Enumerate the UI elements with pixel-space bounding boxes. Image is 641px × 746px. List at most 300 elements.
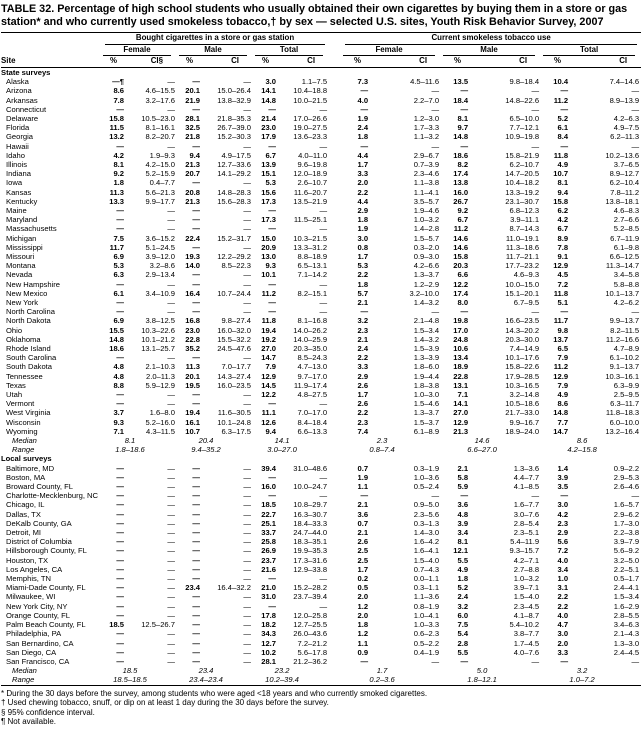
percent-cell: 1.0 — [557, 574, 569, 584]
site-cell: Arkansas — [6, 95, 38, 105]
ci-cell: 17.9–28.5 — [505, 371, 540, 381]
ci-cell: 11.8–18.3 — [605, 408, 640, 418]
percent-cell: 12.2 — [453, 279, 469, 289]
column-gap — [329, 280, 341, 289]
ci-cell: 1.3–3.9 — [413, 353, 440, 363]
percent-cell: 4.4 — [357, 150, 369, 160]
ci-cell: 1.5–3.9 — [413, 344, 440, 353]
table-row — [1, 86, 641, 95]
percent-cell: 1.8 — [357, 132, 369, 142]
ci-cell: 15.2–30.3 — [217, 132, 251, 142]
percent-cell: 9.8 — [557, 325, 569, 335]
ci-cell: — — [531, 491, 540, 501]
percent-cell: 10.7 — [185, 426, 200, 436]
ci-cell: 10.3–16.5 — [505, 380, 540, 390]
percent-cell: 7.5 — [113, 233, 124, 243]
column-gap — [329, 436, 341, 445]
ci-cell: 8.9–12.7 — [609, 169, 640, 179]
ci-cell: 2.6–4.6 — [613, 482, 640, 492]
ci-cell: 7.4–14.6 — [609, 77, 640, 87]
percent-cell: 2.1 — [357, 500, 369, 510]
site-cell: Iowa — [6, 178, 23, 188]
percent-cell: 9.2 — [113, 169, 124, 179]
percent-cell: — — [116, 491, 124, 501]
site-cell: San Bernardino, CA — [6, 638, 74, 648]
ci-cell: 14.8–22.6 — [505, 95, 540, 105]
ci-cell: 1.4–3.0 — [413, 528, 440, 538]
table-row — [1, 620, 641, 629]
ci-cell: — — [243, 482, 251, 492]
ci-cell: 2.0–11.3 — [146, 371, 175, 381]
percent-cell: — — [192, 482, 200, 492]
percent-cell: 7.4 — [357, 426, 369, 436]
column-gap — [329, 169, 341, 178]
ci-cell: 8.2–15.1 — [297, 288, 328, 298]
subgroup-total — [541, 45, 641, 57]
ci-cell: 4.0–7.6 — [513, 647, 540, 657]
percent-cell: 4.8 — [113, 362, 124, 372]
table-row — [1, 464, 641, 473]
percent-cell: 1.1 — [357, 482, 369, 492]
site-cell: Hillsborough County, FL — [6, 546, 87, 556]
percent-cell: 5.1 — [557, 297, 569, 307]
ci-cell: — — [167, 610, 175, 620]
ci-cell: 6.7–9.5 — [513, 297, 540, 307]
subgroup-label: Female — [103, 45, 171, 57]
ci-cell: — — [243, 574, 251, 584]
percent-cell: — — [560, 104, 569, 114]
ci-cell: 4.7–13.0 — [297, 362, 328, 372]
column-gap — [329, 666, 341, 675]
ci-cell: — — [243, 472, 251, 482]
site-cell: Kansas — [6, 187, 32, 197]
ci-cell: 11.6–30.5 — [217, 408, 251, 418]
ci-cell: 1.6–4.2 — [413, 537, 440, 547]
table-row — [1, 270, 641, 279]
column-gap — [329, 151, 341, 160]
percent-cell: 3.0 — [557, 500, 569, 510]
ci-cell: 8.7–14.3 — [509, 224, 540, 234]
ci-cell: — — [319, 307, 328, 317]
ci-cell: 4.2–7.1 — [513, 555, 540, 565]
ci-cell: 1.0–3.0 — [413, 390, 440, 400]
ci-cell: 9.8–27.4 — [221, 316, 251, 326]
ci-cell: — — [243, 629, 251, 639]
percent-cell: 7.8 — [113, 95, 124, 105]
percent-cell: 25.8 — [261, 537, 276, 547]
percent-cell: — — [192, 592, 200, 602]
ci-cell: 1.6–4.1 — [413, 546, 440, 556]
ci-cell: — — [243, 546, 251, 556]
column-gap — [329, 546, 341, 555]
percent-cell: — — [192, 178, 200, 188]
percent-cell: 6.6 — [457, 270, 469, 280]
ci-cell: 4.7–8.9 — [613, 344, 640, 353]
percent-cell: 2.1 — [357, 297, 369, 307]
column-gap — [329, 491, 341, 500]
percent-cell: 4.0 — [557, 555, 569, 565]
table-row — [1, 335, 641, 344]
ci-cell: 10.9–19.8 — [505, 132, 540, 142]
percent-cell: 0.7 — [357, 463, 369, 473]
percent-cell: 4.9 — [557, 390, 569, 400]
site-cell: Baltimore, MD — [6, 463, 55, 473]
ci-cell: 2.3–4.6 — [413, 169, 440, 179]
column-gap — [329, 592, 341, 601]
column-gap — [329, 528, 341, 537]
ci-cell: 15.8–21.9 — [505, 150, 540, 160]
ci-cell: 13.6–23.3 — [293, 132, 328, 142]
ci-cell: — — [167, 141, 175, 151]
ci-cell: 1.0–3.6 — [413, 472, 440, 482]
percent-cell: 1.1 — [357, 638, 369, 648]
ci-cell: 5.9–12.9 — [145, 380, 175, 390]
site-cell: Orange County, FL — [6, 610, 71, 620]
stat-value-cell: 20.4 — [198, 436, 214, 446]
ci-cell: 1.6–5.7 — [613, 500, 640, 510]
percent-cell: 13.9 — [261, 159, 276, 169]
percent-cell: 14.5 — [261, 380, 276, 390]
section-header-row — [1, 454, 641, 463]
ci-cell: 10.3–21.5 — [293, 233, 328, 243]
stat-label-cell: Range — [12, 675, 35, 685]
ci-cell: 21.2–36.2 — [293, 656, 328, 666]
percent-cell: 3.7 — [113, 408, 124, 418]
percent-cell: 14.8 — [109, 334, 124, 344]
ci-cell: 4.4–7.7 — [513, 472, 540, 482]
table-row — [1, 528, 641, 537]
ci-cell: 2.9–5.3 — [613, 472, 640, 482]
site-cell: Boston, MA — [6, 472, 46, 482]
column-gap — [329, 234, 341, 243]
percent-cell: 6.2 — [557, 205, 569, 215]
percent-cell: 4.4 — [357, 196, 369, 206]
column-gap — [329, 620, 341, 629]
ci-cell: 0.3–1.3 — [413, 518, 440, 528]
percent-cell: 16.0 — [261, 482, 276, 492]
ci-cell: — — [167, 224, 175, 234]
ci-cell: — — [243, 297, 251, 307]
percent-cell: — — [192, 638, 200, 648]
ci-cell: 9.6–19.8 — [297, 159, 328, 169]
ci-cell: 6.2–10.4 — [609, 178, 640, 188]
site-cell: Georgia — [6, 132, 34, 142]
percent-cell: 2.2 — [357, 408, 369, 418]
site-cell: South Dakota — [6, 362, 53, 372]
ci-cell: 14.1–29.2 — [217, 169, 251, 179]
column-gap — [329, 307, 341, 316]
percent-cell: 2.6 — [357, 399, 369, 409]
ci-cell: 7.1–14.2 — [297, 270, 328, 280]
percent-cell: — — [192, 224, 200, 234]
ci-cell: 6.2–11.3 — [610, 132, 640, 142]
percent-cell: 17.4 — [453, 169, 469, 179]
table-row — [1, 289, 641, 298]
percent-cell: 6.7 — [265, 150, 276, 160]
percent-cell: 11.2 — [553, 362, 569, 372]
ci-cell: 12.9–33.8 — [293, 564, 328, 574]
column-gap — [329, 537, 341, 546]
ci-cell: 13.3–19.2 — [505, 187, 540, 197]
column-gap — [329, 142, 341, 151]
ci-cell: — — [167, 463, 175, 473]
ci-cell: — — [167, 205, 175, 215]
ci-cell: 3.2–17.6 — [145, 95, 175, 105]
ci-cell: 18.3–35.1 — [293, 537, 328, 547]
ci-cell: — — [167, 601, 175, 611]
percent-column-header: % — [101, 56, 127, 67]
percent-cell: 16.4 — [185, 288, 200, 298]
percent-cell: — — [116, 555, 124, 565]
percent-cell: — — [268, 491, 276, 501]
column-gap — [329, 197, 341, 206]
ci-cell: 2.6–10.7 — [297, 178, 328, 188]
percent-cell: 17.0 — [453, 325, 469, 335]
ci-cell: — — [319, 574, 328, 584]
stat-value-cell: 14.6 — [474, 436, 490, 446]
group-header-label: Bought cigarettes in a store or gas station — [105, 33, 325, 45]
table-row — [1, 482, 641, 491]
ci-cell: 3.4–6.3 — [613, 620, 640, 630]
percent-cell: 2.2 — [557, 601, 569, 611]
percent-column-header: % — [177, 56, 203, 67]
percent-cell: — — [560, 86, 569, 96]
ci-cell: 3.9–11.1 — [510, 215, 540, 225]
ci-cell: — — [167, 564, 175, 574]
percent-cell: 15.8 — [553, 196, 569, 206]
percent-cell: 16.8 — [185, 316, 200, 326]
percent-cell: 22.8 — [453, 371, 469, 381]
percent-cell: 23.4 — [185, 583, 200, 593]
ci-cell: 2.7–8.8 — [513, 564, 540, 574]
subgroup-total — [253, 45, 329, 57]
percent-cell: 15.8 — [109, 113, 124, 123]
column-gap — [329, 316, 341, 325]
percent-cell: 2.6 — [357, 380, 369, 390]
percent-cell: — — [116, 656, 124, 666]
site-header-spacer — [1, 45, 101, 57]
percent-cell: — — [192, 353, 200, 363]
ci-cell: — — [319, 491, 328, 501]
ci-cell: 19.0–27.5 — [293, 123, 328, 133]
table-row — [1, 592, 641, 601]
ci-cell: — — [243, 610, 251, 620]
site-cell: Texas — [6, 380, 26, 390]
percent-cell: — — [116, 564, 124, 574]
table-row — [1, 280, 641, 289]
ci-cell: — — [243, 399, 251, 409]
site-cell: Dallas, TX — [6, 509, 41, 519]
percent-cell: 12.1 — [453, 546, 469, 556]
ci-cell: 2.1–4.8 — [413, 316, 440, 326]
site-cell: Delaware — [6, 113, 39, 123]
table-row — [1, 123, 641, 132]
ci-cell: — — [167, 215, 175, 225]
percent-cell: 4.0 — [557, 610, 569, 620]
site-cell: Montana — [6, 261, 36, 271]
ci-cell: 5.2–15.9 — [145, 169, 175, 179]
percent-cell: 4.0 — [357, 95, 369, 105]
percent-cell: 11.1 — [261, 408, 276, 418]
percent-cell: — — [360, 141, 369, 151]
site-cell: Hawaii — [6, 141, 29, 151]
table-row — [1, 399, 641, 408]
ci-cell: 3.4–10.9 — [145, 288, 175, 298]
percent-cell: 19.4 — [185, 408, 200, 418]
percent-cell: 16.1 — [185, 417, 200, 427]
percent-cell: 10.7 — [553, 169, 569, 179]
percent-cell: 18.9 — [453, 362, 469, 372]
column-gap — [329, 243, 341, 252]
ci-cell: — — [631, 307, 640, 317]
column-gap — [329, 362, 341, 371]
percent-cell: 18.6 — [453, 150, 469, 160]
column-gap — [329, 418, 341, 427]
ci-cell: 12.5–26.7 — [141, 620, 175, 630]
table-row — [1, 353, 641, 362]
percent-cell: 2.2 — [357, 187, 369, 197]
percent-cell: 5.6 — [557, 537, 569, 547]
percent-cell: 11.7 — [109, 242, 124, 252]
ci-cell: 10.3–22.6 — [141, 325, 175, 335]
ci-cell: 20.3–30.0 — [505, 334, 540, 344]
percent-cell: — — [116, 224, 124, 234]
ci-cell: — — [167, 491, 175, 501]
ci-cell: 21.7–33.0 — [505, 408, 540, 418]
ci-cell: 2.1–4.3 — [613, 629, 640, 639]
table-title: TABLE 32. Percentage of high school students who usually obtained their own cigarettes by buying them in a store or gas station* and who currently used smokeless tobacco,† by sex — selected U.S. sites, Youth Risk Behavior Survey, 2007 — [1, 3, 628, 29]
site-cell: Oklahoma — [6, 334, 41, 344]
site-cell: Philadelphia, PA — [6, 629, 62, 639]
stat-value-cell: 5.0 — [476, 666, 488, 676]
table-row — [1, 519, 641, 528]
ci-cell: 1.0–3.2 — [413, 215, 440, 225]
percent-cell: 23.0 — [261, 123, 276, 133]
site-cell: Los Angeles, CA — [6, 564, 63, 574]
section-label: State surveys — [1, 67, 51, 77]
ci-column-header: CI — [471, 56, 541, 67]
percent-cell: 13.7 — [553, 334, 569, 344]
percent-cell: 5.3 — [357, 261, 369, 271]
percent-cell: 18.2 — [261, 620, 276, 630]
table-row — [1, 215, 641, 224]
percent-cell: 23.0 — [185, 325, 200, 335]
ci-cell: — — [167, 546, 175, 556]
percent-cell: 13.1 — [453, 380, 469, 390]
percent-cell: — — [560, 141, 569, 151]
ci-cell: 3.2–10.0 — [409, 288, 440, 298]
ci-cell: — — [431, 656, 440, 666]
ci-cell: 0.9–2.2 — [613, 463, 640, 473]
footnote: ¶ Not available. — [1, 717, 56, 727]
column-gap — [329, 86, 341, 95]
percent-cell: 2.4 — [457, 592, 469, 602]
ci-cell: 0.6–2.3 — [413, 629, 440, 639]
percent-cell: 13.3 — [109, 196, 124, 206]
subgroup-male — [441, 45, 541, 57]
percent-cell: — — [192, 205, 200, 215]
ci-cell: 6.1–10.2 — [609, 353, 640, 363]
percent-cell: 3.3 — [557, 647, 569, 657]
stat-label-cell: Median — [12, 666, 37, 676]
ci-cell: 5.4–10.2 — [509, 620, 540, 630]
ci-cell: 1.0–3.2 — [513, 574, 540, 584]
statistics-table — [1, 32, 641, 685]
ci-cell: 11.0–19.1 — [505, 233, 540, 243]
percent-cell: 19.8 — [453, 316, 469, 326]
ci-cell: — — [631, 141, 640, 151]
percent-cell: — — [192, 610, 200, 620]
percent-cell: —¶ — [112, 77, 124, 87]
site-cell: Maryland — [6, 215, 38, 225]
ci-cell: 16.4–32.2 — [217, 583, 251, 593]
percent-cell: 3.0 — [265, 77, 276, 87]
percent-cell: 4.2 — [557, 509, 569, 519]
table-row — [1, 546, 641, 555]
ci-cell: 1.9–4.6 — [413, 205, 440, 215]
ci-cell: 16.3–30.7 — [293, 509, 328, 519]
ci-cell: — — [167, 77, 175, 87]
ci-cell: — — [167, 629, 175, 639]
percent-cell: 1.9 — [357, 472, 369, 482]
percent-cell: 14.1 — [453, 399, 469, 409]
ci-cell: 15.0–26.4 — [217, 86, 251, 96]
percent-cell: — — [460, 104, 469, 114]
site-cell: Arizona — [6, 86, 32, 96]
percent-cell: — — [116, 205, 124, 215]
ci-cell: 1.3–3.7 — [413, 270, 440, 280]
site-cell: Vermont — [6, 399, 35, 409]
percent-cell: 2.9 — [557, 528, 569, 538]
column-gap — [329, 583, 341, 592]
percent-cell: 17.8 — [261, 610, 276, 620]
ci-cell: 0.5–1.7 — [613, 574, 640, 584]
ci-cell: 1.8–6.0 — [413, 362, 440, 372]
percent-cell: 13.5 — [453, 77, 469, 87]
percent-cell: 0.8 — [357, 242, 369, 252]
ci-column-header: CI — [203, 56, 253, 67]
percent-cell: — — [192, 242, 200, 252]
percent-cell: 2.1 — [357, 334, 369, 344]
ci-cell: — — [243, 528, 251, 538]
ci-cell: 3.7–6.5 — [613, 159, 640, 169]
ci-cell: 10.4–18.8 — [293, 86, 328, 96]
ci-cell: 5.8–8.8 — [613, 279, 640, 289]
ci-cell: 1.7–3.3 — [413, 123, 440, 133]
ci-cell: 15.2–31.7 — [217, 233, 251, 243]
percent-cell: — — [560, 491, 569, 501]
subgroup-label: Male — [443, 45, 535, 57]
ci-cell: — — [243, 601, 251, 611]
ci-cell: 6.5–10.0 — [509, 113, 540, 123]
percent-cell: 11.3 — [185, 362, 200, 372]
ci-cell: 3.2–8.6 — [149, 261, 175, 271]
table-row — [1, 178, 641, 187]
ci-cell: 9.8–18.4 — [509, 77, 540, 87]
ci-cell: 1.5–4.6 — [413, 399, 440, 409]
percent-cell: 12.2 — [261, 390, 276, 400]
ci-cell: 0.5–2.4 — [413, 482, 440, 492]
percent-cell: 21.3 — [453, 426, 469, 436]
percent-cell: 13.0 — [261, 251, 276, 261]
percent-cell: 9.1 — [557, 251, 569, 261]
column-gap — [329, 675, 341, 685]
column-gap — [329, 602, 341, 611]
ci-cell: 6.1–9.8 — [613, 242, 640, 252]
ci-cell: 31.0–48.6 — [293, 463, 328, 473]
percent-cell: 20.1 — [185, 371, 200, 381]
percent-cell: 7.2 — [557, 546, 569, 556]
